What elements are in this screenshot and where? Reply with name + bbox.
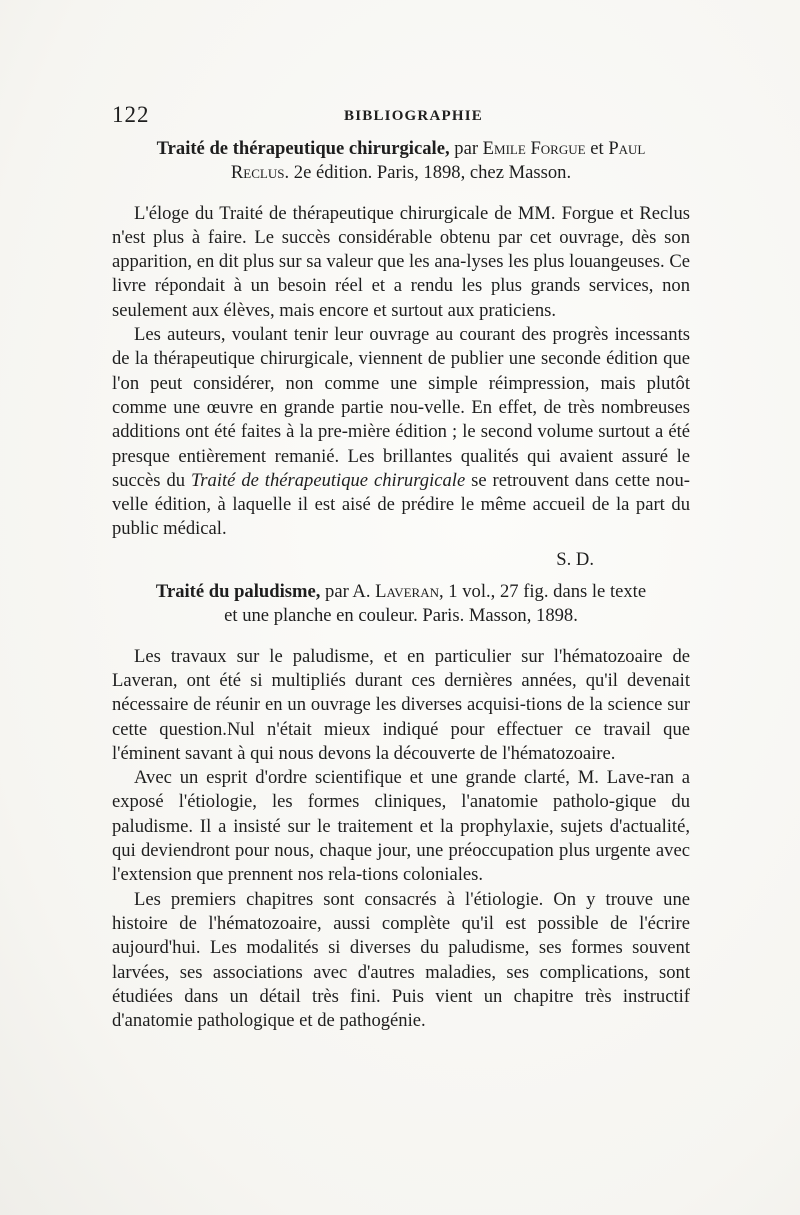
running-head: BIBLIOGRAPHIE [344, 108, 483, 124]
author-laveran: Laveran, [375, 581, 444, 603]
review2-paragraph-2: Avec un esprit d'ordre scientifique et une grande clarté, M. Lave-ran a exposé l'étiologie, les formes cliniques, l'anatomie patholo-gique du paludisme. Il a insisté sur le traitement et la prophylaxie, sujets d'actualité, qui deviendront pour nous, chaque jour, une préoccupation plus urgente avec l'extension que prennent nos rela-tions coloniales. [112, 767, 690, 886]
book-title: Traité de thérapeutique chirurgicale, [156, 138, 450, 159]
review2-paragraph-1: Les travaux sur le paludisme, et en particulier sur l'hématozoaire de Laveran, ont été si multipliés durant ces dernières années, qu'il devenait nécessaire de réunir en un ouvrage les diverses acquisi-tions de la science sur cette question.Nul n'était mieux indiqué pour effectuer ce travail que l'éminent savant à qui nous devons la découverte de l'hématozoaire. [112, 645, 690, 764]
review1-paragraph-2 [112, 323, 690, 542]
author-reclus-first: Paul [608, 138, 646, 159]
book-details-line2: et une planche en couleur. Paris. Masson, 1898. [224, 605, 578, 627]
author-forgue: Emile Forgue [482, 138, 586, 159]
review1-p2-end: se retrouvent dans cette nou-velle édition, à laquelle il est aisé de prédire le même accueil de la part du public médical. [112, 469, 690, 540]
review-title-paludisme [112, 580, 690, 629]
page-header [112, 100, 702, 136]
review2-paragraph-3: Les premiers chapitres sont consacrés à l'étiologie. On y trouve une histoire de l'hématozoaire, aussi complète qu'il est possible de l'écrire aujourd'hui. Les modalités si diverses du paludisme, ses formes souvent larvées, ses associations avec d'autres maladies, ses complications, sont étudiées dans un détail très fini. Puis vient un chapitre très instructif d'anatomie pathologique et de pathogénie. [112, 888, 690, 1032]
page-body [112, 137, 690, 1033]
review1-signature: S. D. [556, 548, 594, 570]
review-title-therapeutique [112, 137, 690, 186]
by-word-2: par A. [325, 581, 371, 603]
by-word: par [454, 138, 479, 159]
review1-p2-italic-title: Traité de thérapeutique chirurgicale [190, 469, 466, 491]
book-title-2: Traité du paludisme, [155, 581, 321, 603]
author-reclus-last: Reclus. [230, 162, 290, 184]
review1-p2-start: Les auteurs, voulant tenir leur ouvrage au courant des progrès incessants de la thérapeutique chirurgicale, viennent de publier une seconde édition que l'on peut considérer, non comme une simple réimpression, mais plutôt comme une œuvre en grande partie nou-velle. En effet, de très nombreuses additions ont été faites à la pre-mière édition ; le second volume surtout a été presque entièrement remanié. Les brillantes qualités qui avaient assuré le succès du [112, 324, 690, 491]
book-details: 1 vol., 27 fig. dans le texte [448, 581, 647, 603]
review1-paragraph-1: L'éloge du Traité de thérapeutique chirurgicale de MM. Forgue et Reclus n'est plus à faire. Le succès considérable obtenu par cet ouvrage, dès son apparition, en dit plus sur sa valeur que les ana-lyses les plus louangeuses. Ce livre répondait à un besoin réel et a rendu les plus grands services, non seulement aux élèves, mais encore et surtout aux praticiens. [112, 202, 690, 321]
page-number: 122 [112, 102, 150, 127]
and-word: et [590, 138, 604, 159]
edition-info: 2e édition. Paris, 1898, chez Masson. [293, 162, 572, 184]
